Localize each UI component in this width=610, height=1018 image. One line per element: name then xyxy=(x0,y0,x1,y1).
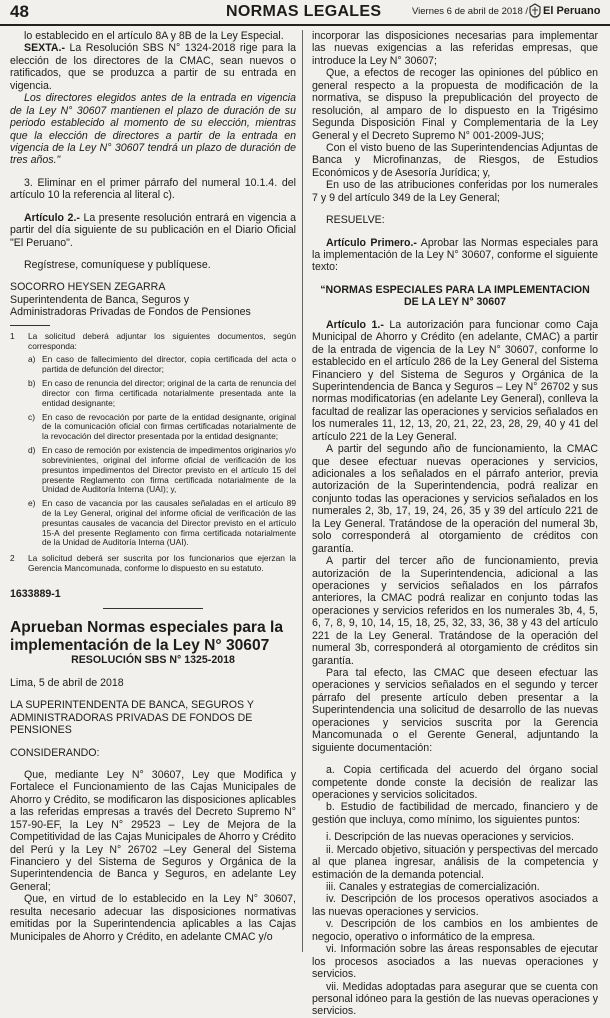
article-head: Artículo Primero.- xyxy=(326,236,417,249)
paragraph xyxy=(312,319,598,443)
list-item: b. Estudio de factibilidad de mercado, financiero y de gestión que incluya, como mínimo, los siguientes puntos: xyxy=(312,801,598,826)
article-head: Artículo 2.- xyxy=(24,211,80,224)
footnote-text: La solicitud deberá ser suscrita por los funcionarios que ejerzan la Gerencia Mancomunada, conforme lo dispuesto en su estatuto. xyxy=(28,553,296,574)
list-item: vi. Información sobre las áreas responsables de ejecutar los procesos asociados a las nuevas operaciones y servicios. xyxy=(312,943,598,981)
footnotes xyxy=(10,332,296,574)
column-divider xyxy=(302,30,303,952)
newspaper-brand: El Peruano xyxy=(543,5,601,17)
article-title: Aprueban Normas especiales para la implementación de la Ley N° 30607 xyxy=(10,619,284,654)
list-item: i. Descripción de las nuevas operaciones y servicios. xyxy=(326,831,574,844)
closing-formula: Regístrese, comuníquese y publíquese. xyxy=(24,259,211,271)
paragraph: Con el visto bueno de las Superintendencias Adjuntas de Banca y Microfinanzas, de Riesgos, de Estudios Económicos y de Asesoría Jurídica; y, xyxy=(312,141,598,179)
paragraph: A partir del tercer año de funcionamiento, previa autorización de la Superintendencia, adicional a las operaciones y servicios señalados en los párrafos anteriores, la CMAC podrá realizar en conjunto todas las operaciones y servicios referidos en los numerales 3b, 4, 5, 6, 7, 8, 9, 10, 14, 15, 18, 25, 32, 33, 36, 38 y 43 del artículo 221 de la Ley General. Tratándose de la operación del numeral 3b, corresponderá al otorgamiento de créditos sin garantía. xyxy=(312,555,598,667)
footnote-mark: 1 xyxy=(10,330,15,341)
footnote-item: c) En caso de revocación por parte de la entidad designante, original de la comunicación oficial con firmas certificadas notarialmente de la revocación del director presentada por la entidad designante; xyxy=(28,411,296,442)
page-number: 48 xyxy=(10,2,29,21)
list-item: ii. Mercado objetivo, situación y perspectivas del mercado al que planea ingresar, análisis de la competencia y estimación de la demanda potencial. xyxy=(312,843,598,881)
considerando-heading: CONSIDERANDO: xyxy=(10,746,100,759)
paragraph: lo establecido en el artículo 8A y 8B de la Ley Especial. xyxy=(24,30,284,42)
list-item: iv. Descripción de los procesos operativos asociados a las nuevas operaciones y servicios. xyxy=(312,893,598,918)
footnote-item: a) En caso de fallecimiento del director, copia certificada del acta o partida de defunción del director; xyxy=(28,354,296,375)
list-item: iii. Canales y estrategias de comercialización. xyxy=(326,881,540,893)
paragraph xyxy=(312,237,598,274)
signatory-title: Superintendenta de Banca, Seguros y xyxy=(10,293,190,306)
footnote-item: d) En caso de remoción por existencia de impedimentos originarios y/o sobrevinientes, original del informe oficial de verificación de los presuntos impedimentos del Director previsto en el artículo 15 del presente Reglamento con firma certificada notarialmente de la Unidad de Auditoría Interna (UAI); y, xyxy=(28,445,296,495)
paragraph: Que, mediante Ley N° 30607, Ley que Modifica y Fortalece el Funcionamiento de las Cajas Municipales de Ahorro y Crédito, se modificaron las disposiciones aplicables a las referidas empresas a través del Decreto Supremo N° 157-90-EF, la Ley N° 29523 – Ley de Mejora de la Competitividad de las Cajas Municipales de Ahorro y Crédito del Perú y la Ley N° 26702 –Ley General del Sistema Financiero y del Sistema de Seguros y Orgánica de la Superintendencia de Banca y Seguros, en adelante Ley General; xyxy=(10,768,296,893)
page-header xyxy=(0,0,610,26)
paragraph: Que, a efectos de recoger las opiniones del público en general respecto a la propuesta de modificación de la normativa, se dispuso la prepublicación del proyecto de resolución, al amparo de lo dispuesto en la Trigésimo Segunda Disposición Final y Complementaria de la Ley General y el Decreto Supremo N° 001-2009-JUS; xyxy=(312,67,598,142)
paragraph: Que, en virtud de lo establecido en la Ley N° 30607, resulta necesario adecuar las disposiciones normativas emitidas por la Superintendencia aplicables a las Cajas Municipales de Ahorro y Crédito, en adelante CMAC y/o xyxy=(10,893,296,943)
list-item: v. Descripción de los cambios en los ambientes de negocio, operativo o informático de la empresa. xyxy=(312,918,598,943)
publication-date: Viernes 6 de abril de 2018 / xyxy=(412,6,529,17)
footnote xyxy=(10,554,296,574)
footnote-text: La solicitud deberá adjuntar los siguientes documentos, según corresponda: xyxy=(28,330,296,351)
paragraph xyxy=(10,42,296,92)
signatory-name: SOCORRO HEYSEN ZEGARRA xyxy=(10,281,166,294)
place-date: Lima, 5 de abril de 2018 xyxy=(10,676,124,689)
section-title: NORMAS LEGALES xyxy=(226,3,382,20)
footnote-item: e) En caso de vacancia por las causales señaladas en el artículo 89 de la Ley General, original del informe oficial de verificación de las presuntas causales de vacancia del Director previsto en el artículo 15-A del presente Reglamento con firma certificada notarialmente de la Unidad de Auditoría Interna (UAI). xyxy=(28,498,296,548)
paragraph xyxy=(10,212,296,249)
footnote-rule xyxy=(10,325,50,326)
reference-number: 1633889-1 xyxy=(10,587,61,600)
paragraph: incorporar las disposiciones necesarias para implementar las nuevas exigencias a las referidas empresas, que introduce la Ley N° 30607; xyxy=(312,30,598,67)
paragraph: 3. Eliminar en el primer párrafo del numeral 10.1.4. del artículo 10 la referencia al literal c). xyxy=(10,176,296,202)
footnote-mark: 2 xyxy=(10,553,15,564)
footnote-list xyxy=(10,355,296,548)
paragraph: Para tal efecto, las CMAC que deseen efectuar las operaciones y servicios señalados en el segundo y tercer párrafo del presente artículo deben presentar a la Superintendencia una solicitud de desarrollo de las nuevas operaciones y servicios suscrita por la Gerencia Mancomunada o el Gerente General, adjuntando la siguiente documentación: xyxy=(312,667,598,754)
paragraph: A partir del segundo año de funcionamiento, la CMAC que desee efectuar nuevas operaciones y servicios, adicionales a los señalados en el párrafo anterior, previa autorización de la Superintendencia, podrá realizar en conjunto todas las operaciones y servicios señalados en los numerales 2, 3b, 17, 19, 24, 26, 35 y 39 del artículo 221 de la Ley General. Tratándose de la operación del numeral 3b, solo corresponderá al otorgamiento de créditos con garantía. xyxy=(312,443,598,555)
article-head: Artículo 1.- xyxy=(326,318,384,331)
resuelve-heading: RESUELVE: xyxy=(326,214,385,227)
right-column xyxy=(312,30,598,1018)
footnote-item: b) En caso de renuncia del director; original de la carta de renuncia del director con firma certificada notarialmente presentada ante la entidad designante; xyxy=(28,378,296,408)
clause-body: La Resolución SBS N° 1324-2018 rige para la elección de los directores de la CMAC, sean nuevos o ratificados, que se produzca a partir de su entrada en vigencia. xyxy=(10,42,296,92)
paragraph: En uso de las atribuciones conferidas por los numerales 7 y 9 del artículo 349 de la Ley General; xyxy=(312,179,598,204)
article-body: Aprobar las Normas especiales para la implementación de la Ley N° 30607, conforme el siguiente texto: xyxy=(312,236,598,274)
el-peruano-logo-icon xyxy=(528,3,542,18)
issuing-authority: LA SUPERINTENDENTA DE BANCA, SEGUROS Y ADMINISTRADORAS PRIVADAS DE FONDOS DE PENSIONES xyxy=(10,699,254,737)
article-body: La presente resolución entrará en vigencia a partir del día siguiente de su publicación en el Diario Oficial "El Peruano". xyxy=(10,211,297,249)
list-item: a. Copia certificada del acuerdo del órgano social competente donde conste la decisión de realizar las operaciones y servicios solicitados. xyxy=(312,764,598,801)
article-body: La autorización para funcionar como Caja Municipal de Ahorro y Crédito (en adelante, CMAC) a partir de la entrada de vigencia de la Ley N° 30607, conforme lo establecido en el artículo 286 de la Ley General del Sistema Financiero y del Sistema de Seguros y Orgánica de la Superintendencia de Banca y Seguros – Ley N° 26702 y sus normas modificatorias (en adelante Ley General), conlleva la facultad de realizar las operaciones y servicios señalados en los numerales 11, 12, 13, 20, 21, 22, 23, 28, 29, 40 y 41 del artículo 221 de la Ley General. xyxy=(312,318,599,443)
resolution-number: RESOLUCIÓN SBS N° 1325-2018 xyxy=(71,654,235,667)
separator xyxy=(103,608,203,609)
footnote xyxy=(10,332,296,352)
paragraph: Los directores elegidos antes de la entrada en vigencia de la Ley N° 30607 mantienen el plazo de duración de su periodo establecido al momento de su elección, mientras que la elección de directores a partir de la entrada en vigencia de la Ley N° 30607 tendrá un plazo de duración de tres años." xyxy=(10,92,296,167)
list-item: vii. Medidas adoptadas para asegurar que se cuenta con personal idóneo para la gestión de las nuevas operaciones y servicios. xyxy=(312,980,598,1018)
left-column xyxy=(10,30,296,943)
norms-heading: “NORMAS ESPECIALES PARA LA IMPLEMENTACION DE LA LEY N° 30607 xyxy=(320,283,590,309)
signatory-title: Administradoras Privadas de Fondos de Pensiones xyxy=(10,306,251,319)
clause-head: SEXTA.- xyxy=(24,42,66,55)
